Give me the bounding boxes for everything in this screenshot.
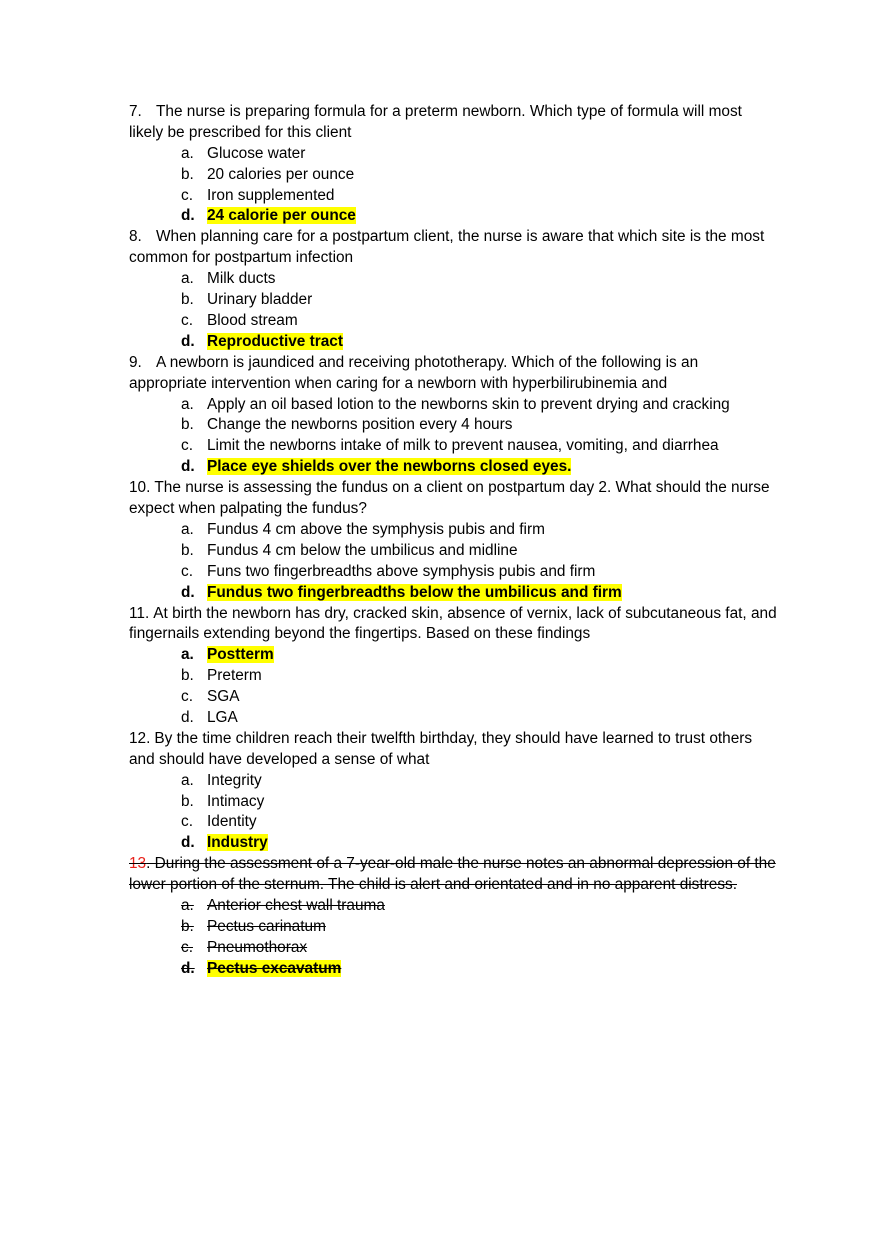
option-letter: b.	[181, 917, 194, 935]
question-number: 13	[129, 855, 147, 873]
question-text: The nurse is preparing formula for a preterm newborn. Which type of formula will most likely be prescribed for this client	[129, 103, 742, 141]
option-letter: b.	[181, 165, 194, 183]
option-letter: d.	[181, 834, 195, 852]
highlighted-answer: Pectus excavatum	[207, 959, 342, 977]
option-letter: b.	[181, 291, 194, 309]
option-text: Blood stream	[207, 311, 298, 329]
answer-options	[129, 269, 779, 353]
answer-options	[129, 771, 779, 855]
question-text: The nurse is assessing the fundus on a client on postpartum day 2. What should the nurse expect when palpating the fundus?	[129, 479, 770, 518]
question-text: By the time children reach their twelfth birthday, they should have learned to trust others and should have developed a sense of what	[129, 729, 753, 768]
option-letter: a.	[181, 897, 194, 915]
question-text: . During the assessment of a 7-year-old male the nurse notes an abnormal depression of the lower portion of the sternum. The child is alert and orientated and in no apparent distress.	[129, 855, 776, 894]
option-b	[129, 792, 779, 813]
question-text: When planning care for a postpartum client, the nurse is aware that which site is the most common for postpartum infection	[129, 228, 765, 267]
highlighted-answer: 24 calorie per ounce	[207, 207, 356, 225]
option-d-correct	[129, 959, 779, 980]
question-number: 10.	[129, 479, 151, 497]
option-d-correct	[129, 583, 779, 604]
highlighted-answer: Reproductive tract	[207, 332, 343, 350]
option-a	[129, 771, 779, 792]
question-9	[129, 353, 779, 478]
option-text: Change the newborns position every 4 hours	[207, 416, 513, 434]
option-letter: c.	[181, 437, 193, 455]
option-b	[129, 917, 779, 938]
option-a	[129, 395, 779, 416]
highlighted-answer: Industry	[207, 834, 268, 852]
option-b	[129, 290, 779, 311]
option-letter: a.	[181, 646, 194, 664]
option-text: Fundus 4 cm above the symphysis pubis and firm	[207, 520, 545, 538]
option-d-correct	[129, 206, 779, 227]
highlighted-answer: Postterm	[207, 646, 274, 664]
option-text: LGA	[207, 708, 238, 726]
option-a	[129, 520, 779, 541]
option-d-correct	[129, 833, 779, 854]
option-text: Apply an oil based lotion to the newborns skin to prevent drying and cracking	[207, 395, 730, 413]
question-11-stem	[129, 604, 779, 646]
option-letter: d.	[181, 708, 194, 726]
option-a	[129, 269, 779, 290]
question-8-stem	[129, 227, 779, 269]
option-text: Iron supplemented	[207, 186, 335, 204]
option-letter: c.	[181, 938, 193, 956]
option-c	[129, 436, 779, 457]
answer-options	[129, 144, 779, 228]
option-text: Pectus carinatum	[207, 917, 326, 935]
question-7	[129, 102, 779, 227]
option-letter: a.	[181, 771, 194, 789]
question-7-stem	[129, 102, 779, 144]
question-text: A newborn is jaundiced and receiving phototherapy. Which of the following is an appropriate intervention when caring for a newborn with hyperbilirubinemia and	[129, 353, 699, 392]
option-letter: a.	[181, 144, 194, 162]
question-number: 8.	[129, 228, 142, 246]
option-text: Identity	[207, 813, 257, 831]
option-text: Milk ducts	[207, 270, 276, 288]
question-10-stem	[129, 478, 779, 520]
option-letter: a.	[181, 270, 194, 288]
answer-options	[129, 520, 779, 604]
option-a	[129, 896, 779, 917]
option-text: Anterior chest wall trauma	[207, 897, 385, 915]
option-a-correct	[129, 645, 779, 666]
option-text: 20 calories per ounce	[207, 165, 355, 183]
question-10	[129, 478, 779, 603]
option-c	[129, 311, 779, 332]
option-text: Intimacy	[207, 792, 265, 810]
option-c	[129, 687, 779, 708]
answer-options	[129, 395, 779, 479]
option-letter: a.	[181, 395, 194, 413]
answer-options	[129, 896, 779, 980]
option-c	[129, 186, 779, 207]
option-d-correct	[129, 457, 779, 478]
option-letter: c.	[181, 688, 193, 706]
question-number: 7.	[129, 103, 142, 120]
option-a	[129, 144, 779, 165]
option-b	[129, 541, 779, 562]
question-number: 11.	[129, 604, 150, 622]
option-b	[129, 165, 779, 186]
question-9-stem	[129, 353, 779, 395]
option-text: SGA	[207, 688, 240, 706]
option-text: Pneumothorax	[207, 938, 308, 956]
option-letter: d.	[181, 458, 195, 476]
question-text: At birth the newborn has dry, cracked skin, absence of vernix, lack of subcutaneous fat, and fingernails extending beyond the fingertips. Based on these findings	[129, 604, 777, 643]
document-page	[129, 102, 779, 980]
option-letter: c.	[181, 562, 193, 580]
question-8	[129, 227, 779, 352]
option-letter: b.	[181, 416, 194, 434]
option-letter: b.	[181, 792, 194, 810]
option-d	[129, 708, 779, 729]
answer-options	[129, 645, 779, 729]
option-letter: b.	[181, 667, 194, 685]
option-letter: d.	[181, 959, 195, 977]
question-11	[129, 604, 779, 729]
option-letter: a.	[181, 520, 194, 538]
question-12	[129, 729, 779, 854]
option-b	[129, 415, 779, 436]
option-c	[129, 562, 779, 583]
highlighted-answer: Place eye shields over the newborns closed eyes.	[207, 458, 572, 476]
option-text: Integrity	[207, 771, 262, 789]
option-text: Urinary bladder	[207, 291, 313, 309]
option-letter: d.	[181, 583, 195, 601]
option-letter: c.	[181, 813, 193, 831]
option-c	[129, 938, 779, 959]
option-text: Preterm	[207, 667, 262, 685]
option-letter: d.	[181, 332, 195, 350]
option-text: Limit the newborns intake of milk to prevent nausea, vomiting, and diarrhea	[207, 437, 719, 455]
option-c	[129, 812, 779, 833]
option-letter: c.	[181, 186, 193, 204]
question-number: 12.	[129, 729, 151, 747]
question-number: 9.	[129, 353, 142, 371]
option-letter: b.	[181, 541, 194, 559]
option-b	[129, 666, 779, 687]
highlighted-answer: Fundus two fingerbreadths below the umbilicus and firm	[207, 583, 622, 601]
option-d-correct	[129, 332, 779, 353]
question-13-struck	[129, 854, 779, 979]
option-letter: c.	[181, 311, 193, 329]
option-text: Fundus 4 cm below the umbilicus and midline	[207, 541, 518, 559]
question-12-stem	[129, 729, 779, 771]
option-letter: d.	[181, 207, 195, 225]
option-text: Glucose water	[207, 144, 306, 162]
option-text: Funs two fingerbreadths above symphysis pubis and firm	[207, 562, 596, 580]
question-13-stem	[129, 854, 779, 896]
